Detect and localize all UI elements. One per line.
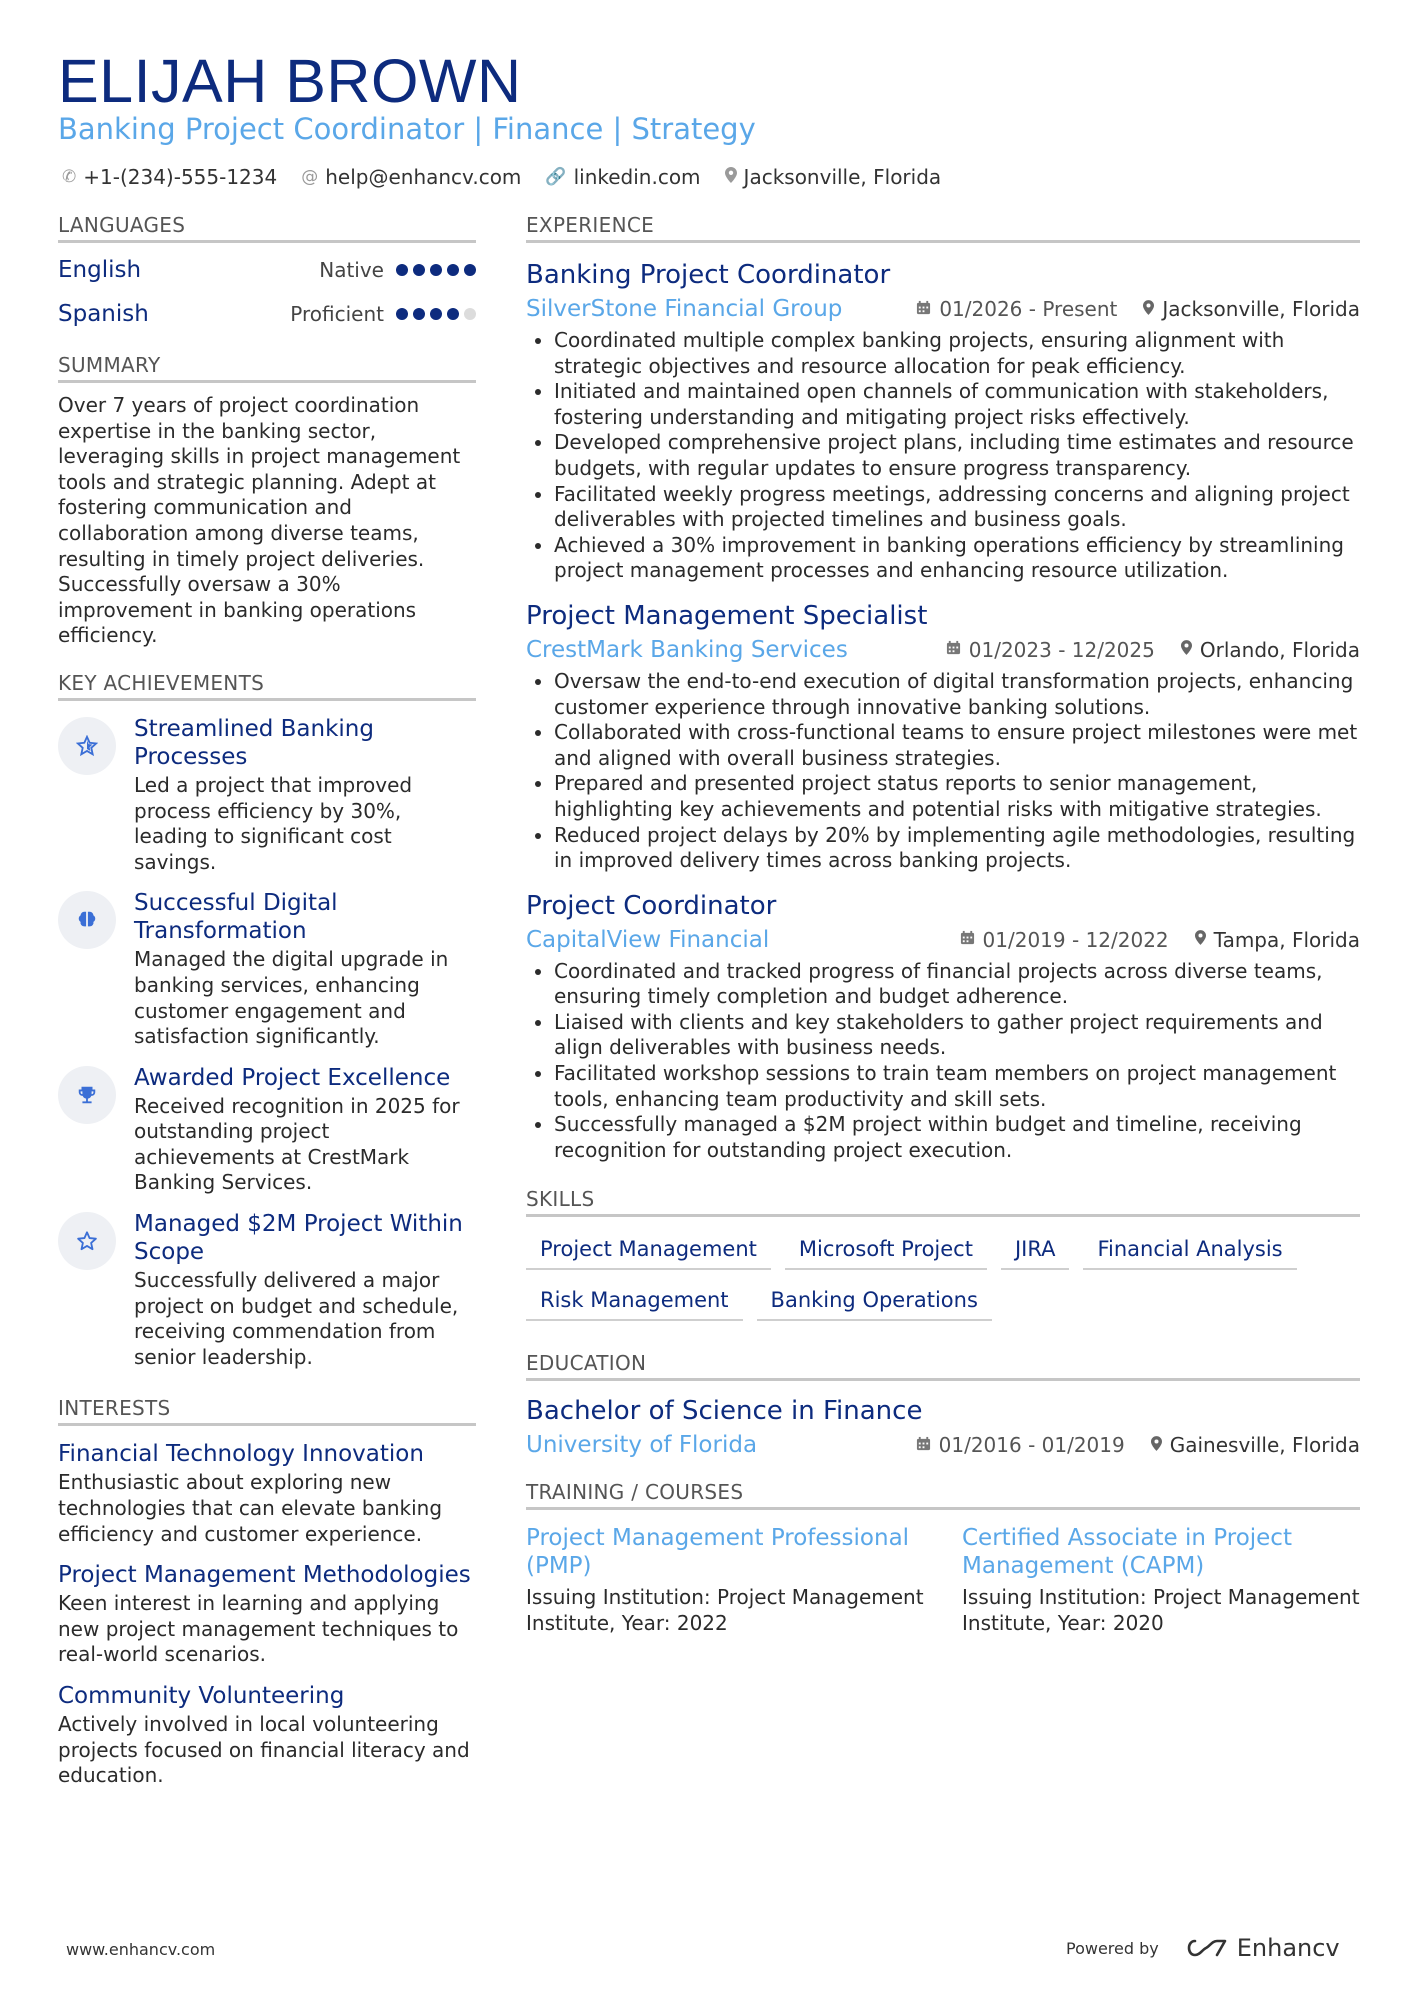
language-level: Proficient [290, 302, 384, 326]
job-meta [526, 927, 1360, 953]
email-text[interactable]: help@enhancv.com [325, 165, 522, 189]
calendar-icon [946, 640, 961, 659]
experience-heading: EXPERIENCE [526, 213, 1360, 243]
language-level-group [290, 302, 476, 326]
company-name: CrestMark Banking Services [526, 636, 848, 663]
job-bullet: • Initiated and maintained open channels of communication with stakeholders, fostering understanding and mitigating project risks effectively. [554, 379, 1360, 430]
summary-heading: SUMMARY [58, 353, 476, 383]
job-location [1143, 297, 1360, 321]
experience-entry [526, 259, 1360, 584]
contact-email[interactable] [301, 165, 521, 189]
rating-dot [430, 308, 442, 320]
achievement-description: Managed the digital upgrade in banking services, enhancing customer engagement and satisfaction significantly. [134, 947, 449, 1049]
contact-linkedin[interactable] [545, 165, 700, 189]
achievement-description: Received recognition in 2025 for outstanding project achievements at CrestMark Banking Services. [134, 1093, 460, 1195]
education-section [526, 1351, 1360, 1458]
course-description: Issuing Institution: Project Management Institute, Year: 2020 [962, 1585, 1360, 1636]
achievement-description: Led a project that improved process efficiency by 30%, leading to significant cost savings. [134, 772, 413, 874]
rating-dot [447, 264, 459, 276]
experience-list [526, 259, 1360, 1163]
phone-icon: ✆ [62, 167, 77, 187]
job-bullet: • Facilitated workshop sessions to train team members on project management tools, enhancing team productivity and skill sets. [554, 1061, 1360, 1112]
powered-by-label: Powered by [1066, 1938, 1159, 1958]
achievement-title: Managed $2M Project Within Scope [134, 1211, 463, 1266]
rating-dot [464, 308, 476, 320]
contact-location [725, 165, 942, 189]
language-level-group [319, 258, 476, 282]
education-location [1151, 1433, 1360, 1457]
candidate-name: ELIJAH BROWN [58, 47, 522, 115]
footer-website[interactable]: www.enhancv.com [66, 1940, 216, 1959]
skill-tag: Risk Management [526, 1282, 743, 1321]
achievement-item [58, 889, 476, 1049]
achievement-item [58, 1210, 476, 1370]
interest-title: Financial Technology Innovation [58, 1441, 424, 1468]
achievement-body [134, 715, 476, 875]
location-pin-icon [1151, 1436, 1162, 1455]
location-pin-icon [1195, 930, 1206, 949]
rating-dot [464, 264, 476, 276]
brain-icon [58, 891, 116, 949]
school-name: University of Florida [526, 1432, 758, 1459]
link-icon: 🔗 [545, 167, 567, 187]
language-name: English [58, 257, 142, 283]
contact-bar [62, 165, 941, 189]
interest-item [58, 1682, 476, 1789]
trophy-icon [58, 1066, 116, 1124]
job-dates-text: 01/2023 - 12/2025 [968, 637, 1155, 662]
achievement-body [134, 1064, 476, 1196]
location-text: Jacksonville, Florida [743, 165, 942, 189]
job-meta-right [960, 928, 1360, 952]
achievement-title: Streamlined Banking Processes [134, 715, 374, 770]
education-meta-right [916, 1433, 1360, 1457]
company-name: CapitalView Financial [526, 926, 770, 953]
job-bullet: • Successfully managed a $2M project within budget and timeline, receiving recognition for outstanding project execution. [554, 1112, 1360, 1163]
training-section [526, 1480, 1360, 1636]
achievement-item [58, 715, 476, 875]
job-bullets [526, 959, 1360, 1164]
location-pin-icon [1181, 640, 1192, 659]
achievements-heading: KEY ACHIEVEMENTS [58, 671, 476, 701]
training-list [526, 1524, 1360, 1636]
skill-tag: Microsoft Project [785, 1231, 987, 1270]
linkedin-text[interactable]: linkedin.com [573, 165, 701, 189]
rating-dot [396, 308, 408, 320]
job-bullet: • Coordinated and tracked progress of financial projects across diverse teams, ensuring timely completion and budget adherence. [554, 959, 1360, 1010]
job-bullet: • Prepared and presented project status reports to senior management, highlighting key achievements and potential risks with mitigative strategies. [554, 771, 1360, 822]
achievement-title: Awarded Project Excellence [134, 1064, 451, 1091]
language-row [58, 297, 476, 331]
company-name: SilverStone Financial Group [526, 296, 843, 322]
achievement-body [134, 889, 476, 1049]
experience-section [526, 213, 1360, 1163]
achievements-section [58, 671, 476, 1371]
calendar-icon [960, 930, 975, 949]
education-dates-text: 01/2016 - 01/2019 [938, 1433, 1125, 1458]
job-dates-text: 01/2026 - Present [939, 297, 1118, 321]
job-meta-right [946, 638, 1360, 662]
language-rating [396, 264, 476, 276]
interest-item [58, 1561, 476, 1668]
achievement-body [134, 1210, 476, 1370]
skill-tag: Banking Operations [757, 1282, 992, 1321]
candidate-title: Banking Project Coordinator | Finance | Strategy [58, 112, 756, 146]
location-pin-icon [725, 167, 737, 188]
interest-item [58, 1440, 476, 1547]
skill-tag: Project Management [526, 1231, 771, 1270]
calendar-icon [916, 300, 931, 319]
languages-heading: LANGUAGES [58, 213, 476, 243]
course-title: Certified Associate in Project Management (CAPM) [962, 1525, 1292, 1580]
job-location-text: Tampa, Florida [1213, 927, 1360, 952]
experience-entry [526, 600, 1360, 874]
location-pin-icon [1143, 300, 1154, 319]
phone-text: +1-(234)-555-1234 [83, 165, 278, 189]
rating-dot [413, 308, 425, 320]
interest-description: Enthusiastic about exploring new technologies that can elevate banking efficiency and customer experience. [58, 1470, 443, 1546]
languages-section [58, 213, 476, 331]
achievement-title: Successful Digital Transformation [134, 890, 338, 945]
interest-title: Project Management Methodologies [58, 1562, 471, 1589]
skill-tag: JIRA [1001, 1231, 1070, 1270]
interests-heading: INTERESTS [58, 1396, 476, 1426]
language-level: Native [319, 258, 384, 282]
enhancv-logo-icon [1183, 1937, 1229, 1959]
rating-dot [447, 308, 459, 320]
skills-list [526, 1231, 1360, 1321]
interest-title: Community Volunteering [58, 1683, 345, 1709]
job-dates [946, 638, 1155, 662]
footer-brand [1066, 1934, 1340, 1962]
course-item [526, 1524, 924, 1636]
rating-dot [413, 264, 425, 276]
rating-dot [396, 264, 408, 276]
job-title: Banking Project Coordinator [526, 260, 891, 290]
contact-phone [62, 165, 277, 189]
calendar-icon [916, 1436, 931, 1455]
summary-text: Over 7 years of project coordination expertise in the banking sector, leveraging skills in project management tools and strategic planning. Adept at fostering communication and collaboration among diverse teams, resulting in timely project deliveries. Successfully oversaw a 30% improvement in banking operations efficiency. [58, 393, 461, 648]
languages-list [58, 253, 476, 331]
interests-list [58, 1440, 476, 1788]
experience-entry [526, 890, 1360, 1164]
job-location-text: Jacksonville, Florida [1162, 297, 1360, 321]
course-item [962, 1524, 1360, 1636]
star-icon [58, 717, 116, 775]
job-bullet: • Coordinated multiple complex banking projects, ensuring alignment with strategic objectives and resource allocation for peak efficiency. [554, 328, 1360, 379]
job-title: Project Management Specialist [526, 600, 928, 631]
job-bullet: • Liaised with clients and key stakeholders to gather project requirements and align deliverables with business needs. [554, 1010, 1360, 1061]
achievements-list [58, 715, 476, 1371]
job-bullet: • Oversaw the end-to-end execution of digital transformation projects, enhancing customer experience through innovative banking solutions. [554, 669, 1360, 720]
language-name: Spanish [58, 301, 149, 327]
right-column [526, 213, 1360, 1637]
job-dates-text: 01/2019 - 12/2022 [982, 927, 1169, 952]
education-location-text: Gainesville, Florida [1169, 1433, 1360, 1458]
achievement-description: Successfully delivered a major project on budget and schedule, receiving commendation from senior leadership. [134, 1268, 459, 1369]
job-bullets [526, 328, 1360, 584]
enhancv-logo[interactable] [1183, 1934, 1340, 1962]
language-rating [396, 308, 476, 320]
job-meta [526, 296, 1360, 322]
job-meta-right [916, 297, 1360, 321]
job-location [1181, 638, 1360, 662]
summary-section [58, 353, 476, 649]
skills-section [526, 1187, 1360, 1321]
job-bullet: • Developed comprehensive project plans, including time estimates and resource budgets, with regular updates to ensure progress transparency. [554, 430, 1360, 481]
job-bullet: • Reduced project delays by 20% by implementing agile methodologies, resulting in improved delivery times across banking projects. [554, 823, 1360, 874]
education-heading: EDUCATION [526, 1351, 1360, 1381]
rating-dot [430, 264, 442, 276]
degree-title: Bachelor of Science in Finance [526, 1396, 923, 1427]
job-dates [960, 928, 1169, 952]
course-description: Issuing Institution: Project Management Institute, Year: 2022 [526, 1585, 924, 1636]
skills-heading: SKILLS [526, 1187, 1360, 1217]
education-meta [526, 1432, 1360, 1458]
enhancv-logo-text: Enhancv [1236, 1934, 1340, 1962]
education-entry [526, 1395, 1360, 1458]
job-location [1195, 928, 1360, 952]
job-bullets [526, 669, 1360, 874]
job-meta [526, 637, 1360, 663]
interest-description: Actively involved in local volunteering projects focused on financial literacy and education. [58, 1712, 470, 1788]
interest-description: Keen interest in learning and applying new project management techniques to real-world scenarios. [58, 1591, 459, 1667]
job-location-text: Orlando, Florida [1199, 637, 1360, 662]
language-row [58, 253, 476, 287]
job-bullet: • Achieved a 30% improvement in banking operations efficiency by streamlining project management processes and enhancing resource utilization. [554, 533, 1360, 584]
job-bullet: • Collaborated with cross-functional teams to ensure project milestones were met and aligned with overall business strategies. [554, 720, 1360, 771]
at-icon: @ [301, 167, 319, 187]
education-dates [916, 1433, 1125, 1457]
skill-tag: Financial Analysis [1083, 1231, 1296, 1270]
left-column [58, 213, 476, 1789]
star-outline-icon [58, 1212, 116, 1270]
course-title: Project Management Professional (PMP) [526, 1525, 910, 1580]
job-title: Project Coordinator [526, 890, 777, 921]
job-bullet: • Facilitated weekly progress meetings, addressing concerns and aligning project deliverables with projected timelines and business goals. [554, 482, 1360, 533]
training-heading: TRAINING / COURSES [526, 1480, 1360, 1510]
interests-section [58, 1396, 476, 1788]
job-dates [916, 297, 1117, 321]
achievement-item [58, 1064, 476, 1196]
